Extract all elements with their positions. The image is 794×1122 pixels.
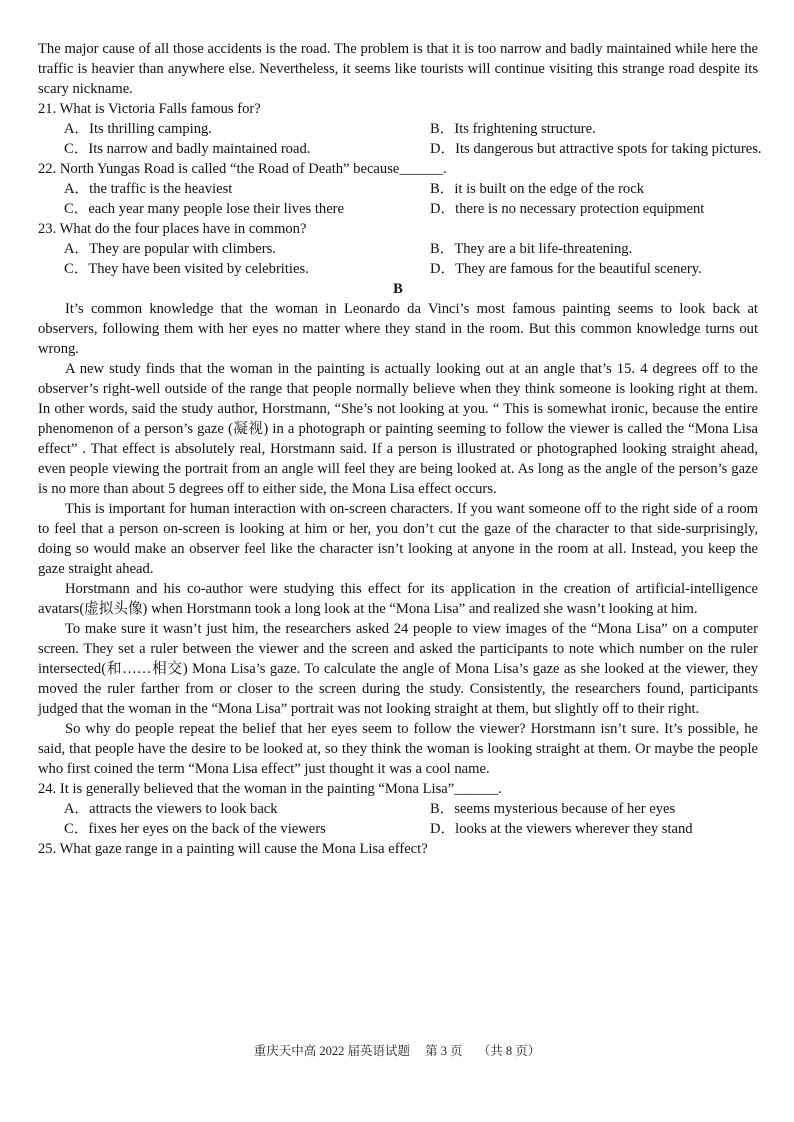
passage-b-paragraph: A new study finds that the woman in the painting is actually looking out at an angle that’s 15. 4 degrees off to the observer’s right-well outside of the range that people normally believe when they think someone is looking right at them. In other words, said the study author, Horstmann, “She’s not looking at you. “ This is somewhat ironic, because the entire phenomenon of a person’s gaze (凝视) in a photograph or painting seeming to follow the viewer is called the “Mona Lisa effect” . That effect is absolutely real, Horstmann said. If a person is illustrated or photographed looking straight ahead, even people viewing the portrait from an angle will feel they are being looked at. As long as the angle of the person’s gaze is no more than about 5 degrees off to either side, the Mona Lisa effect occurs. (38, 361, 758, 497)
question-21-stem: 21. What is Victoria Falls famous for? (38, 101, 261, 117)
q23-option-a: A．They are popular with climbers. (64, 241, 276, 257)
question-25 (38, 839, 758, 859)
q24-option-a: A．attracts the viewers to look back (64, 801, 278, 817)
page-content (38, 39, 762, 859)
question-21 (38, 99, 762, 159)
passage-b-paragraph: So why do people repeat the belief that her eyes seem to follow the viewer? Horstmann isn’t sure. It’s possible, he said, that people have the desire to be looked at, so they think the woman is looking straight at them. Or maybe the people who first coined the term “Mona Lisa effect” just thought it was a cool name. (38, 721, 758, 777)
question-22 (38, 159, 758, 219)
passage-b-paragraph: It’s common knowledge that the woman in Leonardo da Vinci’s most famous painting seems to look back at observers, following them with her eyes no matter where they stand in the room. But this common knowledge turns out wrong. (38, 301, 758, 357)
q23-option-b: B．They are a bit life-threatening. (430, 241, 633, 257)
q21-option-b: B．Its frightening structure. (430, 121, 596, 137)
q22-option-b: B．it is built on the edge of the rock (430, 181, 645, 197)
q23-option-c: C．They have been visited by celebrities. (64, 261, 309, 277)
question-25-stem: 25. What gaze range in a painting will cause the Mona Lisa effect? (38, 841, 428, 857)
footer-page-number: 第 3 页 (425, 1044, 463, 1058)
passage-b-paragraph: This is important for human interaction with on-screen characters. If you want someone off to the right side of a room to feel that a person on-screen is looking at him or her, you don’t cut the gaze of the character to that side-surprisingly, doing so would make an observer feel like the character isn’t looking at anyone in the room at all. Instead, you keep the gaze straight ahead. (38, 501, 758, 577)
footer-total-pages: （共 8 页） (477, 1044, 541, 1058)
question-23 (38, 219, 758, 279)
question-23-stem: 23. What do the four places have in common? (38, 221, 307, 237)
q22-option-d: D．there is no necessary protection equipment (430, 201, 705, 217)
page-footer (0, 1041, 794, 1061)
passage-b (38, 299, 758, 779)
q24-option-c: C．fixes her eyes on the back of the viewers (64, 821, 326, 837)
q24-option-d: D．looks at the viewers wherever they stand (430, 821, 693, 837)
passage-b-paragraph: Horstmann and his co-author were studying this effect for its application in the creation of artificial-intelligence avatars(虚拟头像) when Horstmann took a long look at the “Mona Lisa” and realized she wasn’t looking at him. (38, 581, 758, 617)
intro-paragraph: The major cause of all those accidents is the road. The problem is that it is too narrow and badly maintained while here the traffic is heavier than anywhere else. Nevertheless, it seems like tourists will continue visiting this strange road despite its scary nickname. (38, 41, 758, 97)
section-b-title: B (393, 281, 403, 297)
footer-exam-title: 重庆天中高 2022 届英语试题 (253, 1044, 410, 1058)
q24-option-b: B．seems mysterious because of her eyes (430, 801, 676, 817)
q21-option-d: D．Its dangerous but attractive spots for taking pictures. (430, 141, 762, 157)
q21-option-c: C．Its narrow and badly maintained road. (64, 141, 311, 157)
question-24 (38, 779, 758, 839)
question-22-stem: 22. North Yungas Road is called “the Road of Death” because______. (38, 161, 447, 177)
question-24-stem: 24. It is generally believed that the woman in the painting “Mona Lisa”______. (38, 781, 502, 797)
q22-option-c: C．each year many people lose their lives there (64, 201, 345, 217)
q23-option-d: D．They are famous for the beautiful scenery. (430, 261, 702, 277)
q22-option-a: A．the traffic is the heaviest (64, 181, 233, 197)
q21-option-d-wrap (430, 139, 762, 159)
passage-b-paragraph: To make sure it wasn’t just him, the researchers asked 24 people to view images of the “Mona Lisa” on a computer screen. They set a ruler between the viewer and the screen and asked the participants to note which number on the ruler intersected(和……相交) Mona Lisa’s gaze. To calculate the angle of Mona Lisa’s gaze as she looked at the viewer, they moved the ruler farther from or closer to the screen during the study. Consistently, the researchers found, participants judged that the woman in the “Mona Lisa” portrait was not looking straight at them, but slightly off to their right. (38, 621, 758, 717)
q21-option-a: A．Its thrilling camping. (64, 121, 212, 137)
